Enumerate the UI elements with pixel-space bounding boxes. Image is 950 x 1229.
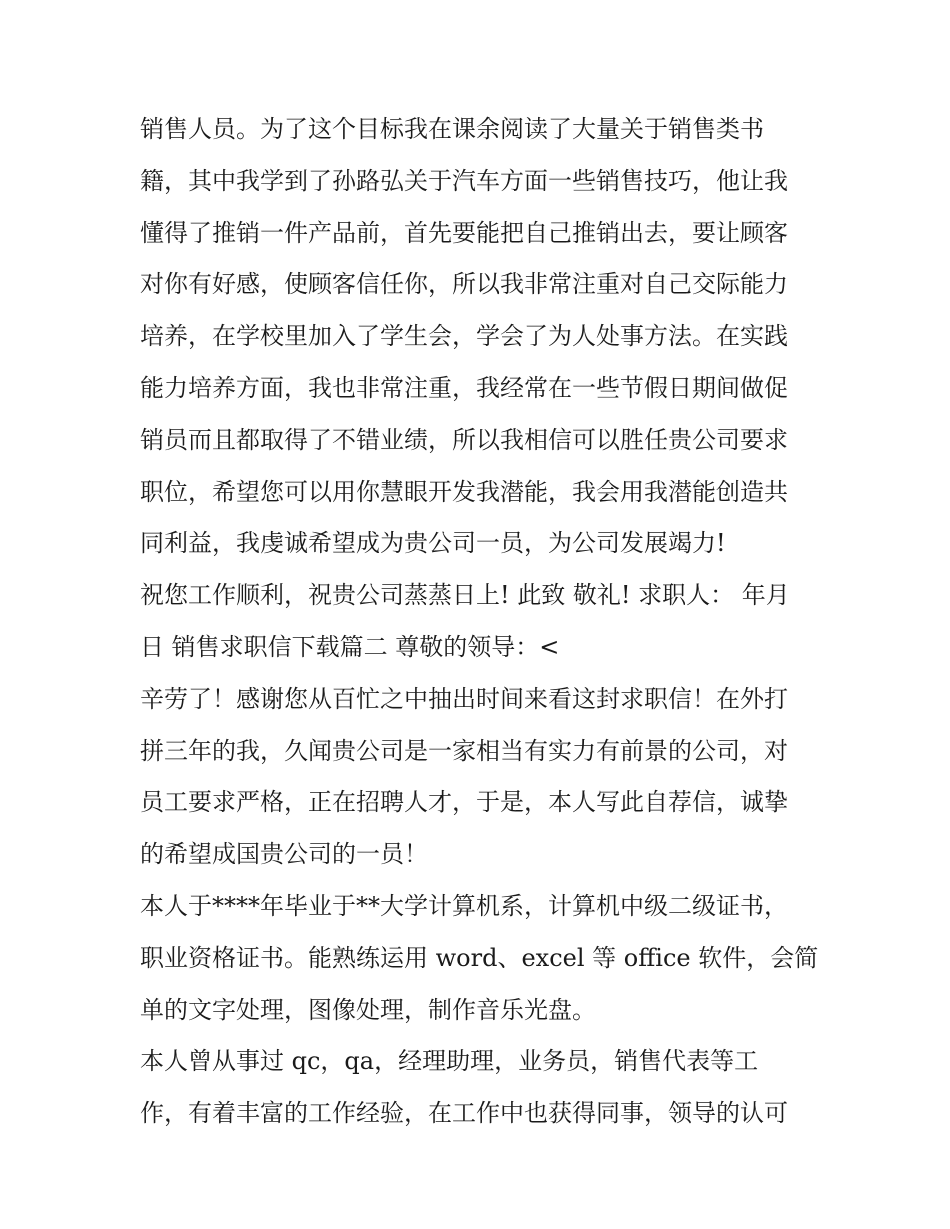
text-line: 本人曾从事过 qc，qa，经理助理，业务员，销售代表等工: [140, 1047, 759, 1076]
text-line: 同利益，我虔诚希望成为贵公司一员，为公司发展竭力!: [140, 529, 726, 558]
text-line: 职位，希望您可以用你慧眼开发我潜能，我会用我潜能创造共: [140, 477, 788, 506]
text-line: 销员而且都取得了不错业绩，所以我相信可以胜任贵公司要求: [140, 425, 788, 454]
text-line: 对你有好感，使顾客信任你，所以我非常注重对自己交际能力: [140, 270, 788, 299]
text-line: 单的文字处理，图像处理，制作音乐光盘。: [140, 995, 596, 1024]
text-line: 职业资格证书。能熟练运用 word、excel 等 office 软件，会简: [140, 943, 819, 972]
text-line: 辛劳了！感谢您从百忙之中抽出时间来看这封求职信！在外打: [140, 684, 788, 713]
text-line: 培养，在学校里加入了学生会，学会了为人处事方法。在实践: [140, 322, 788, 351]
text-line: 祝您工作顺利，祝贵公司蒸蒸日上! 此致 敬礼! 求职人： 年月: [140, 581, 790, 610]
text-line: 作，有着丰富的工作经验，在工作中也获得同事，领导的认可: [140, 1099, 788, 1128]
text-line: 员工要求严格，正在招聘人才，于是，本人写此自荐信，诚挚: [140, 788, 788, 817]
text-line: 籍，其中我学到了孙路弘关于汽车方面一些销售技巧，他让我: [140, 166, 788, 195]
text-line: 懂得了推销一件产品前，首先要能把自己推销出去，要让顾客: [140, 218, 788, 247]
text-line: 拼三年的我，久闻贵公司是一家相当有实力有前景的公司，对: [140, 736, 788, 765]
text-line: 能力培养方面，我也非常注重，我经常在一些节假日期间做促: [140, 373, 788, 402]
text-line: 日 销售求职信下载篇二 尊敬的领导：<: [140, 632, 560, 661]
text-line: 的希望成国贵公司的一员！: [140, 840, 428, 869]
text-line: 销售人员。为了这个目标我在课余阅读了大量关于销售类书: [140, 115, 764, 143]
body-text: [140, 104, 820, 1140]
text-line: 本人于****年毕业于**大学计算机系，计算机中级二级证书，: [140, 891, 788, 920]
